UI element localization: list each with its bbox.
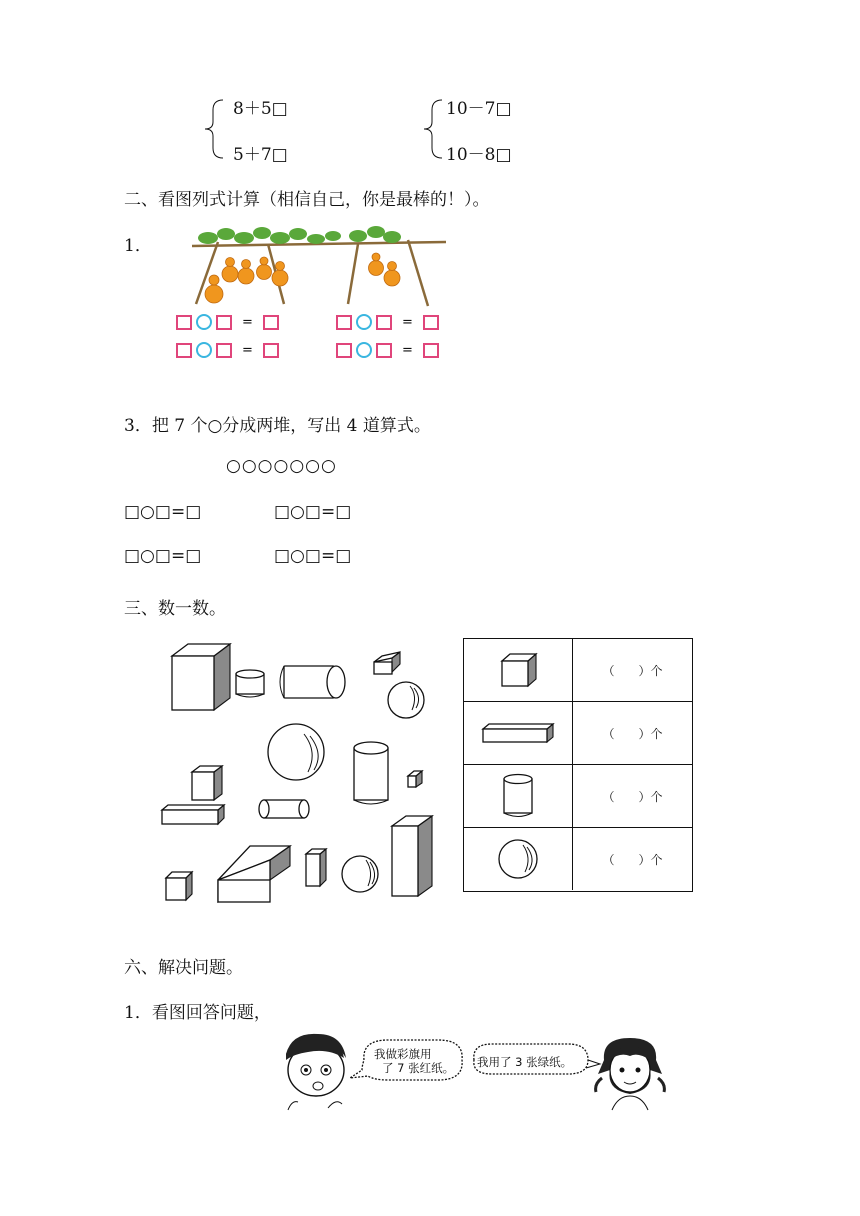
equation-template[interactable] [176,342,279,358]
count-answer[interactable]: （ ）个 [602,789,663,804]
table-row [464,702,692,765]
equation-template[interactable] [336,342,439,358]
equals-sign: = [242,314,253,330]
solid-shapes-illustration [160,640,440,904]
answer-box[interactable] [336,315,352,330]
q1-label: 1． [124,236,152,256]
equation-blank[interactable]: □○□=□ [124,546,202,566]
right-brace [422,98,448,160]
cuboid-icon [464,702,573,764]
compare-item: 5＋7□ [233,145,288,165]
answer-box[interactable] [216,315,232,330]
gourd-trellis-illustration [188,224,450,308]
left-brace [203,98,229,160]
operator-circle[interactable] [196,314,212,330]
boy-icon [286,1034,346,1110]
section2-heading: 二、看图列式计算（相信自己，你是最棒的！）。 [124,190,490,210]
equation-template[interactable] [336,314,439,330]
seven-circles: ○○○○○○○ [226,456,337,476]
answer-box[interactable] [376,315,392,330]
answer-box[interactable] [263,315,279,330]
boy-speech: 我做彩旗用 了 7 张红纸。 [374,1047,455,1075]
cube-icon [464,639,573,701]
compare-item: 10－8□ [446,145,512,165]
count-answer[interactable]: （ ）个 [602,852,663,867]
section6-q1: 1．看图回答问题， [124,1003,271,1023]
section6-heading: 六、解决问题。 [124,958,243,978]
equals-sign: = [242,342,253,358]
equation-blank[interactable]: □○□=□ [274,546,352,566]
children-dialogue-illustration [278,1030,674,1110]
sphere-icon [464,828,573,890]
table-row [464,765,692,828]
counting-table [463,638,693,892]
equation-template[interactable] [176,314,279,330]
girl-speech: 我用了 3 张绿纸。 [477,1055,573,1069]
operator-circle[interactable] [356,314,372,330]
cylinder-icon [464,765,573,827]
compare-item: 10－7□ [446,99,512,119]
compare-item: 8＋5□ [233,99,288,119]
equals-sign: = [402,342,413,358]
table-row [464,828,692,890]
answer-box[interactable] [176,343,192,358]
answer-box[interactable] [336,343,352,358]
section3-heading: 三、数一数。 [124,599,226,619]
answer-box[interactable] [423,343,439,358]
table-row [464,639,692,702]
count-answer[interactable]: （ ）个 [602,663,663,678]
answer-box[interactable] [176,315,192,330]
answer-box[interactable] [423,315,439,330]
girl-icon [596,1038,665,1110]
answer-box[interactable] [263,343,279,358]
equals-sign: = [402,314,413,330]
equation-blank[interactable]: □○□=□ [124,502,202,522]
count-answer[interactable]: （ ）个 [602,726,663,741]
answer-box[interactable] [376,343,392,358]
q3-instruction: 3．把 7 个○分成两堆，写出 4 道算式。 [124,416,431,436]
operator-circle[interactable] [356,342,372,358]
answer-box[interactable] [216,343,232,358]
equation-blank[interactable]: □○□=□ [274,502,352,522]
operator-circle[interactable] [196,342,212,358]
